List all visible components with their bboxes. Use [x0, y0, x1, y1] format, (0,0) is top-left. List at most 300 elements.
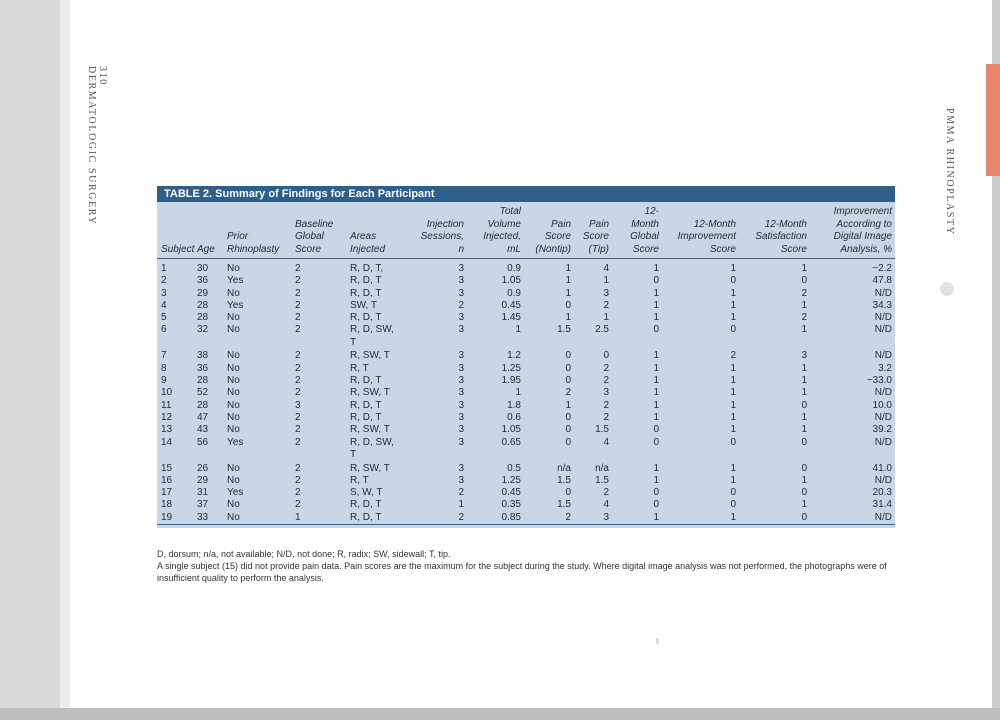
table-row — [157, 487, 895, 499]
table-row — [157, 475, 895, 487]
cell-baseline-score: 2 — [295, 387, 301, 399]
cell-areas-injected: R, D, SW, T — [350, 324, 394, 348]
cell-pain-nontip: 2 — [565, 511, 571, 523]
cell-pain-tip: 3 — [603, 511, 609, 523]
cell-areas-injected: R, T — [350, 474, 369, 486]
cell-baseline-score: 3 — [295, 399, 301, 411]
cell-total-volume: 1 — [515, 387, 521, 399]
cell-prior-rhinoplasty: No — [227, 462, 240, 474]
cell-satisfaction-12m: 3 — [801, 350, 807, 362]
cell-prior-rhinoplasty: Yes — [227, 299, 244, 311]
cell-satisfaction-12m: 1 — [801, 263, 807, 274]
cell-age: 43 — [197, 424, 209, 436]
cell-subject: 10 — [161, 387, 173, 399]
cell-prior-rhinoplasty: Yes — [227, 436, 244, 448]
cell-subject: 7 — [161, 350, 167, 362]
cell-digital-analysis: N/D — [874, 387, 892, 399]
cell-areas-injected: R, D, SW, T — [350, 436, 394, 460]
header-text: Score — [295, 243, 322, 255]
cell-digital-analysis: 20.3 — [872, 487, 892, 499]
cell-digital-analysis: 34.3 — [872, 299, 892, 311]
cell-prior-rhinoplasty: No — [227, 350, 240, 362]
table-row — [157, 259, 895, 276]
cell-areas-injected: R, SW, T — [350, 462, 390, 474]
cell-pain-nontip: 1.5 — [557, 324, 571, 336]
header-text: Score — [544, 231, 571, 242]
scan-speck — [940, 282, 954, 296]
cell-global-12m: 1 — [653, 387, 659, 399]
running-title: PMMA RHINOPLASTY — [944, 108, 955, 236]
cell-areas-injected: R, SW, T — [350, 350, 390, 362]
cell-prior-rhinoplasty: No — [227, 263, 240, 274]
cell-age: 56 — [197, 436, 209, 448]
cell-areas-injected: R, SW, T — [350, 424, 390, 436]
cell-improvement-12m: 1 — [730, 299, 736, 311]
col-digital-analysis — [810, 202, 895, 259]
margin-left-running-head — [86, 66, 108, 225]
header-text: Analysis, % — [840, 243, 892, 255]
cell-satisfaction-12m: 0 — [801, 462, 807, 474]
cell-subject: 12 — [161, 411, 173, 423]
cell-areas-injected: R, D, T — [350, 312, 382, 324]
cell-prior-rhinoplasty: No — [227, 399, 240, 411]
journal-name: DERMATOLOGIC SURGERY — [86, 66, 97, 226]
cell-total-volume: 0.85 — [501, 511, 521, 523]
cell-subject: 19 — [161, 511, 173, 523]
header-text: Score — [582, 231, 609, 242]
cell-areas-injected: R, D, T — [350, 511, 382, 523]
cell-subject: 14 — [161, 436, 173, 448]
table-row — [157, 512, 895, 524]
cell-injection-sessions: 3 — [458, 275, 464, 287]
header-row — [157, 202, 895, 259]
cell-pain-nontip: n/a — [557, 462, 571, 474]
header-text: Injected — [350, 243, 386, 255]
cell-injection-sessions: 3 — [458, 312, 464, 324]
cell-global-12m: 0 — [653, 436, 659, 448]
col-pain-tip — [574, 202, 612, 259]
header-text: 12- — [644, 206, 659, 217]
cell-global-12m: 1 — [653, 375, 659, 387]
cell-baseline-score: 2 — [295, 362, 301, 374]
col-areas-injected — [346, 202, 412, 259]
cell-pain-tip: 2 — [603, 299, 609, 311]
cell-pain-nontip: 1 — [565, 287, 571, 299]
cell-pain-nontip: 0 — [565, 375, 571, 387]
cell-improvement-12m: 0 — [730, 324, 736, 336]
cell-subject: 17 — [161, 487, 173, 499]
cell-pain-nontip: 0 — [565, 350, 571, 362]
cell-digital-analysis: 10.0 — [872, 399, 892, 411]
cell-baseline-score: 2 — [295, 263, 301, 274]
cell-injection-sessions: 3 — [458, 436, 464, 448]
cell-age: 36 — [197, 275, 209, 287]
cell-digital-analysis: N/D — [874, 350, 892, 362]
header-text: Injection — [426, 218, 464, 230]
cell-injection-sessions: 3 — [458, 474, 464, 486]
cell-baseline-score: 2 — [295, 312, 301, 324]
cell-satisfaction-12m: 1 — [801, 375, 807, 387]
cell-pain-tip: 1.5 — [595, 424, 609, 436]
cell-total-volume: 0.9 — [507, 263, 521, 274]
header-text: mL — [507, 243, 521, 255]
cell-pain-tip: 2 — [603, 411, 609, 423]
cell-global-12m: 1 — [653, 299, 659, 311]
cell-global-12m: 0 — [653, 324, 659, 336]
header-text: Subject — [161, 243, 195, 255]
cell-age: 38 — [197, 350, 209, 362]
cell-prior-rhinoplasty: No — [227, 312, 240, 324]
cell-injection-sessions: 3 — [458, 362, 464, 374]
cell-pain-tip: 1.5 — [595, 474, 609, 486]
cell-injection-sessions: 1 — [458, 499, 464, 511]
cell-improvement-12m: 1 — [730, 411, 736, 423]
header-text: 12-Month — [764, 218, 807, 230]
cell-injection-sessions: 3 — [458, 263, 464, 274]
cell-baseline-score: 2 — [295, 424, 301, 436]
table-row — [157, 363, 895, 375]
cell-prior-rhinoplasty: No — [227, 375, 240, 387]
cell-total-volume: 1 — [515, 324, 521, 336]
col-satisfaction-12m — [739, 202, 810, 259]
cell-digital-analysis: 47.8 — [872, 275, 892, 287]
cell-improvement-12m: 1 — [730, 287, 736, 299]
cell-global-12m: 1 — [653, 474, 659, 486]
cell-digital-analysis: N/D — [874, 511, 892, 523]
header-text: (Tip) — [588, 243, 609, 255]
cell-satisfaction-12m: 2 — [801, 287, 807, 299]
cell-injection-sessions: 3 — [458, 462, 464, 474]
cell-injection-sessions: 3 — [458, 287, 464, 299]
cell-subject: 6 — [161, 324, 167, 336]
cell-improvement-12m: 0 — [730, 499, 736, 511]
table-row — [157, 275, 895, 287]
table-notes — [157, 548, 902, 584]
cell-pain-tip: 2 — [603, 362, 609, 374]
cell-satisfaction-12m: 0 — [801, 399, 807, 411]
cell-total-volume: 1.45 — [501, 312, 521, 324]
header-text: Sessions, — [420, 231, 464, 242]
cell-satisfaction-12m: 1 — [801, 474, 807, 486]
cell-satisfaction-12m: 0 — [801, 511, 807, 523]
cell-baseline-score: 2 — [295, 474, 301, 486]
cell-injection-sessions: 2 — [458, 511, 464, 523]
header-text: Global — [630, 231, 659, 242]
table-row — [157, 288, 895, 300]
cell-subject: 3 — [161, 287, 167, 299]
cell-global-12m: 1 — [653, 263, 659, 274]
col-subject — [157, 202, 193, 259]
cell-prior-rhinoplasty: Yes — [227, 487, 244, 499]
header-text: Total — [499, 206, 521, 217]
cell-injection-sessions: 3 — [458, 424, 464, 436]
cell-pain-tip: 2 — [603, 487, 609, 499]
cell-digital-analysis: 3.2 — [878, 362, 892, 374]
scan-edge-left-inner — [60, 0, 70, 720]
cell-areas-injected: R, D, T — [350, 375, 382, 387]
cell-total-volume: 0.6 — [507, 411, 521, 423]
cell-improvement-12m: 0 — [730, 487, 736, 499]
cell-global-12m: 1 — [653, 312, 659, 324]
cell-areas-injected: SW, T — [350, 299, 378, 311]
header-text: Global — [295, 231, 324, 242]
cell-total-volume: 1.25 — [501, 362, 521, 374]
cell-total-volume: 1.2 — [507, 350, 521, 362]
cell-improvement-12m: 1 — [730, 424, 736, 436]
cell-improvement-12m: 1 — [730, 462, 736, 474]
cell-total-volume: 0.45 — [501, 487, 521, 499]
cell-areas-injected: R, D, T — [350, 287, 382, 299]
cell-satisfaction-12m: 1 — [801, 299, 807, 311]
header-text: Injected, — [483, 231, 521, 242]
cell-prior-rhinoplasty: No — [227, 387, 240, 399]
col-global-12m — [612, 202, 662, 259]
header-text: n — [458, 243, 464, 255]
cell-satisfaction-12m: 2 — [801, 312, 807, 324]
cell-subject: 1 — [161, 263, 167, 274]
cell-global-12m: 1 — [653, 511, 659, 523]
cell-prior-rhinoplasty: Yes — [227, 275, 244, 287]
cell-injection-sessions: 3 — [458, 411, 464, 423]
scan-edge-left — [0, 0, 60, 720]
table-row — [157, 312, 895, 324]
cell-digital-analysis: −2.2 — [872, 263, 892, 274]
cell-improvement-12m: 0 — [730, 275, 736, 287]
cell-age: 47 — [197, 411, 209, 423]
cell-pain-nontip: 1 — [565, 275, 571, 287]
header-text: Month — [631, 218, 659, 230]
header-text: Digital Image — [833, 231, 892, 242]
cell-global-12m: 1 — [653, 287, 659, 299]
table-row — [157, 387, 895, 399]
scan-edge-bottom — [0, 708, 1000, 720]
cell-pain-tip: 2 — [603, 399, 609, 411]
cell-pain-tip: 3 — [603, 387, 609, 399]
header-text: Volume — [487, 218, 521, 230]
cell-pain-nontip: 0 — [565, 299, 571, 311]
table-row — [157, 324, 895, 350]
margin-right-running-head — [944, 108, 955, 236]
scan-speck-small — [656, 638, 659, 644]
cell-areas-injected: R, D, T — [350, 411, 382, 423]
cell-total-volume: 1.05 — [501, 275, 521, 287]
page-number: 310 — [97, 66, 108, 86]
cell-improvement-12m: 1 — [730, 474, 736, 486]
header-text: 12-Month — [693, 218, 736, 230]
cell-improvement-12m: 1 — [730, 511, 736, 523]
cell-improvement-12m: 2 — [730, 350, 736, 362]
cell-improvement-12m: 1 — [730, 362, 736, 374]
cell-subject: 16 — [161, 474, 173, 486]
cell-baseline-score: 2 — [295, 436, 301, 448]
cell-areas-injected: R, D, T — [350, 399, 382, 411]
cell-total-volume: 0.45 — [501, 299, 521, 311]
cell-total-volume: 0.65 — [501, 436, 521, 448]
cell-global-12m: 0 — [653, 499, 659, 511]
cell-pain-tip: 0 — [603, 350, 609, 362]
header-text: Improvement — [677, 231, 736, 242]
cell-digital-analysis: N/D — [874, 324, 892, 336]
cell-age: 28 — [197, 375, 209, 387]
cell-age: 37 — [197, 499, 209, 511]
header-text: Pain — [588, 218, 609, 230]
header-text: Satisfaction — [755, 231, 807, 242]
explanation-note: A single subject (15) did not provide pain data. Pain scores are the maximum for the subject during the study. Where digital image analysis was not performed, the photographs were of insufficient quality to perform the analysis. — [157, 561, 887, 583]
cell-improvement-12m: 1 — [730, 387, 736, 399]
table-row — [157, 437, 895, 463]
table-row — [157, 424, 895, 436]
cell-satisfaction-12m: 0 — [801, 487, 807, 499]
cell-satisfaction-12m: 1 — [801, 324, 807, 336]
cell-satisfaction-12m: 1 — [801, 387, 807, 399]
table-rows — [157, 259, 895, 525]
table-body-panel — [157, 202, 895, 528]
findings-table — [157, 186, 895, 528]
cell-subject: 11 — [161, 399, 172, 411]
cell-digital-analysis: N/D — [874, 411, 892, 423]
cell-pain-tip: 1 — [603, 312, 609, 324]
cell-global-12m: 0 — [653, 487, 659, 499]
page-edge-tab — [986, 64, 1000, 176]
cell-age: 30 — [197, 263, 209, 274]
cell-global-12m: 0 — [653, 424, 659, 436]
cell-baseline-score: 2 — [295, 375, 301, 387]
cell-digital-analysis: 31.4 — [872, 499, 892, 511]
table-row — [157, 350, 895, 362]
cell-injection-sessions: 3 — [458, 387, 464, 399]
cell-pain-tip: 3 — [603, 287, 609, 299]
cell-digital-analysis: N/D — [874, 312, 892, 324]
cell-satisfaction-12m: 1 — [801, 499, 807, 511]
cell-total-volume: 1.25 — [501, 474, 521, 486]
cell-pain-tip: 4 — [603, 436, 609, 448]
cell-baseline-score: 2 — [295, 275, 301, 287]
cell-baseline-score: 2 — [295, 299, 301, 311]
cell-improvement-12m: 1 — [730, 263, 736, 274]
cell-global-12m: 1 — [653, 411, 659, 423]
cell-total-volume: 1.05 — [501, 424, 521, 436]
cell-subject: 13 — [161, 424, 173, 436]
cell-digital-analysis: 41.0 — [872, 462, 892, 474]
header-text: Areas — [350, 231, 377, 242]
cell-prior-rhinoplasty: No — [227, 324, 240, 336]
cell-global-12m: 1 — [653, 350, 659, 362]
cell-areas-injected: R, SW, T — [350, 387, 390, 399]
table-row — [157, 463, 895, 475]
col-age — [193, 202, 223, 259]
data-table — [157, 202, 895, 524]
cell-pain-tip: n/a — [595, 462, 609, 474]
cell-total-volume: 0.5 — [507, 462, 521, 474]
cell-pain-nontip: 0 — [565, 411, 571, 423]
cell-subject: 5 — [161, 312, 167, 324]
cell-improvement-12m: 1 — [730, 375, 736, 387]
header-text: (Nontip) — [535, 243, 571, 255]
cell-pain-tip: 2.5 — [595, 324, 609, 336]
cell-injection-sessions: 2 — [458, 299, 464, 311]
cell-pain-nontip: 2 — [565, 387, 571, 399]
cell-prior-rhinoplasty: No — [227, 511, 240, 523]
header-text: Score — [709, 243, 736, 255]
cell-injection-sessions: 2 — [458, 487, 464, 499]
cell-digital-analysis: N/D — [874, 474, 892, 486]
col-total-volume — [467, 202, 524, 259]
col-baseline-score — [291, 202, 346, 259]
header-text: Score — [780, 243, 807, 255]
table-row — [157, 499, 895, 511]
cell-areas-injected: R, D, T — [350, 275, 382, 287]
cell-digital-analysis: N/D — [874, 287, 892, 299]
cell-satisfaction-12m: 1 — [801, 411, 807, 423]
cell-total-volume: 1.95 — [501, 375, 521, 387]
cell-subject: 9 — [161, 375, 167, 387]
cell-baseline-score: 1 — [295, 511, 301, 523]
cell-subject: 4 — [161, 299, 167, 311]
cell-areas-injected: S, W, T — [350, 487, 383, 499]
cell-satisfaction-12m: 1 — [801, 362, 807, 374]
cell-global-12m: 1 — [653, 462, 659, 474]
cell-improvement-12m: 1 — [730, 312, 736, 324]
cell-pain-nontip: 0 — [565, 487, 571, 499]
cell-prior-rhinoplasty: No — [227, 474, 240, 486]
cell-age: 32 — [197, 324, 209, 336]
cell-areas-injected: R, D, T — [350, 499, 382, 511]
cell-total-volume: 1.8 — [507, 399, 521, 411]
cell-injection-sessions: 3 — [458, 375, 464, 387]
cell-age: 29 — [197, 474, 209, 486]
abbreviations-note: D, dorsum; n/a, not available; N/D, not done; R, radix; SW, sidewall; T, tip. — [157, 549, 451, 559]
col-prior-rhinoplasty — [223, 202, 291, 259]
cell-injection-sessions: 3 — [458, 324, 464, 336]
table-row — [157, 300, 895, 312]
cell-pain-nontip: 1.5 — [557, 499, 571, 511]
cell-age: 28 — [197, 399, 209, 411]
cell-improvement-12m: 1 — [730, 399, 736, 411]
cell-age: 28 — [197, 312, 209, 324]
header-text: According to — [836, 218, 892, 230]
cell-global-12m: 1 — [653, 362, 659, 374]
table-row — [157, 400, 895, 412]
cell-baseline-score: 2 — [295, 487, 301, 499]
cell-prior-rhinoplasty: No — [227, 499, 240, 511]
cell-pain-nontip: 0 — [565, 424, 571, 436]
cell-prior-rhinoplasty: No — [227, 362, 240, 374]
col-pain-nontip — [524, 202, 574, 259]
header-text: Prior — [227, 231, 249, 242]
cell-subject: 8 — [161, 362, 167, 374]
cell-pain-tip: 4 — [603, 499, 609, 511]
cell-improvement-12m: 0 — [730, 436, 736, 448]
cell-pain-tip: 2 — [603, 375, 609, 387]
cell-total-volume: 0.9 — [507, 287, 521, 299]
cell-age: 36 — [197, 362, 209, 374]
cell-satisfaction-12m: 0 — [801, 436, 807, 448]
table-row — [157, 412, 895, 424]
cell-subject: 2 — [161, 275, 167, 287]
cell-pain-nontip: 1 — [565, 312, 571, 324]
cell-baseline-score: 2 — [295, 499, 301, 511]
cell-baseline-score: 2 — [295, 350, 301, 362]
cell-subject: 15 — [161, 462, 173, 474]
cell-age: 31 — [197, 487, 209, 499]
cell-prior-rhinoplasty: No — [227, 424, 240, 436]
col-injection-sessions — [412, 202, 467, 259]
header-text: Score — [632, 243, 659, 255]
header-text: Pain — [550, 218, 571, 230]
cell-age: 52 — [197, 387, 209, 399]
cell-subject: 18 — [161, 499, 173, 511]
cell-baseline-score: 2 — [295, 411, 301, 423]
